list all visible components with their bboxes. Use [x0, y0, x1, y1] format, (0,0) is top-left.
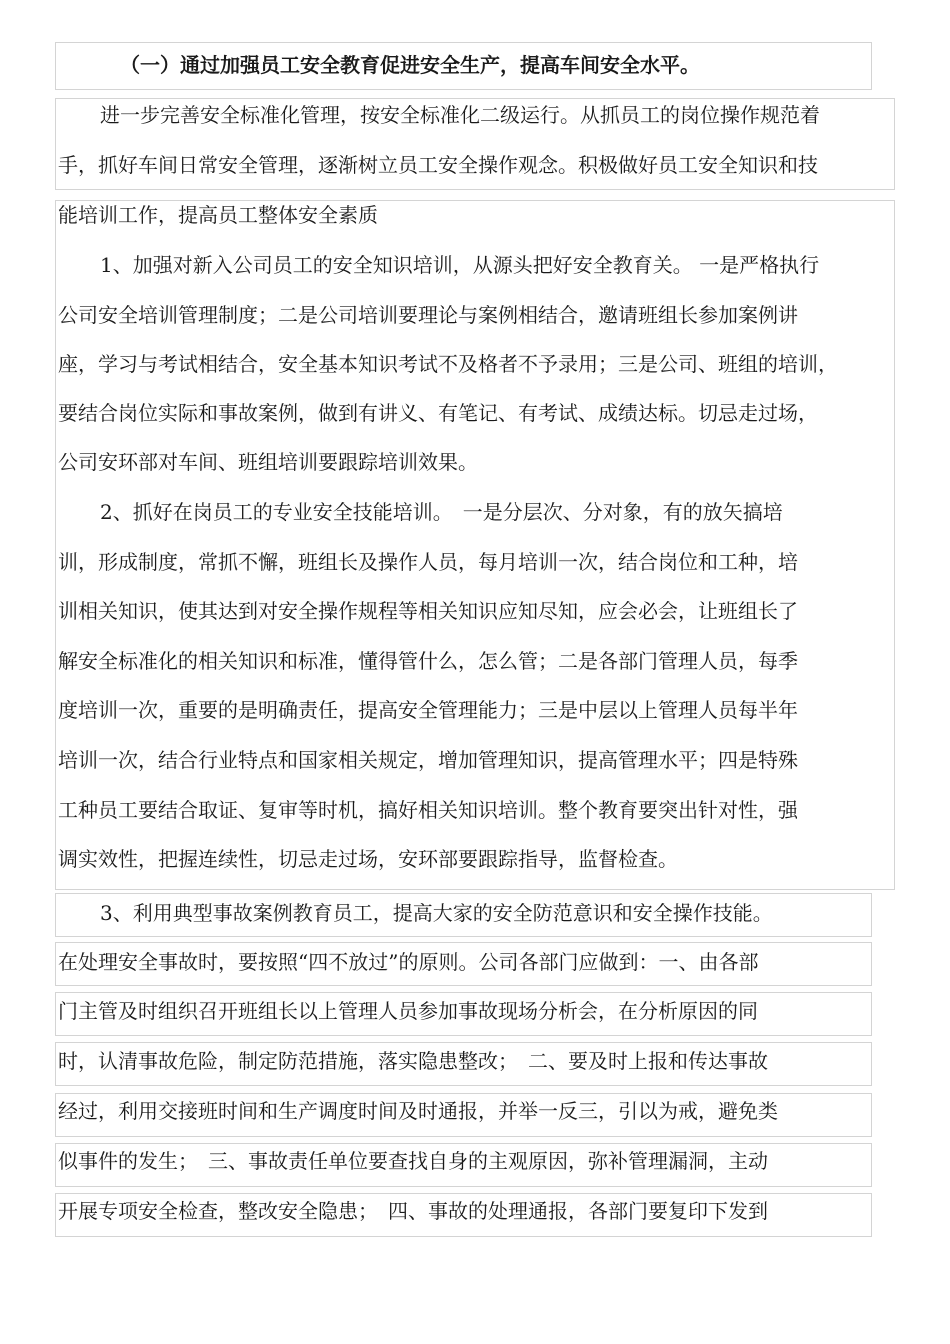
text-line: 1、加强对新入公司员工的安全知识培训，从源头把好安全教育关。 一是严格执行 — [100, 253, 820, 277]
text-line: 要结合岗位实际和事故案例，做到有讲义、有笔记、有考试、成绩达标。切忌走过场， — [58, 401, 818, 425]
text-line: 培训一次，结合行业特点和国家相关规定，增加管理知识，提高管理水平；四是特殊 — [58, 748, 798, 772]
text-line: 手，抓好车间日常安全管理，逐渐树立员工安全操作观念。积极做好员工安全知识和技 — [58, 153, 818, 177]
text-line: 工种员工要结合取证、复审等时机，搞好相关知识培训。整个教育要突出针对性，强 — [58, 798, 798, 822]
text-line: 座，学习与考试相结合，安全基本知识考试不及格者不予录用；三是公司、班组的培训， — [58, 352, 838, 376]
text-line: 经过，利用交接班时间和生产调度时间及时通报，并举一反三，引以为戒，避免类 — [58, 1099, 778, 1123]
text-line: 调实效性，把握连续性，切忌走过场，安环部要跟踪指导，监督检查。 — [58, 847, 678, 871]
text-line: 度培训一次，重要的是明确责任，提高安全管理能力；三是中层以上管理人员每半年 — [58, 698, 798, 722]
text-line: 时，认清事故危险，制定防范措施，落实隐患整改； 二、要及时上报和传达事故 — [58, 1049, 768, 1073]
text-line: 2、抓好在岗员工的专业安全技能培训。 一是分层次、分对象，有的放矢搞培 — [100, 500, 783, 524]
text-line: 在处理安全事故时，要按照“四不放过”的原则。公司各部门应做到：一、由各部 — [58, 950, 759, 974]
text-line: 开展专项安全检查，整改安全隐患； 四、事故的处理通报，各部门要复印下发到 — [58, 1199, 768, 1223]
text-line: 能培训工作，提高员工整体安全素质 — [58, 203, 378, 227]
text-line: 公司安全培训管理制度；二是公司培训要理论与案例相结合，邀请班组长参加案例讲 — [58, 303, 798, 327]
text-line: 训，形成制度，常抓不懈，班组长及操作人员，每月培训一次，结合岗位和工种，培 — [58, 550, 798, 574]
text-line: 似事件的发生； 三、事故责任单位要查找自身的主观原因，弥补管理漏洞，主动 — [58, 1149, 768, 1173]
text-line: 3、利用典型事故案例教育员工，提高大家的安全防范意识和安全操作技能。 — [100, 901, 773, 925]
section-heading: （一）通过加强员工安全教育促进安全生产，提高车间安全水平。 — [120, 53, 700, 77]
text-line: 训相关知识，使其达到对安全操作规程等相关知识应知尽知，应会必会，让班组长了 — [58, 599, 798, 623]
text-line: 门主管及时组织召开班组长以上管理人员参加事故现场分析会，在分析原因的同 — [58, 999, 758, 1023]
text-line: 解安全标准化的相关知识和标准，懂得管什么，怎么管；二是各部门管理人员，每季 — [58, 649, 798, 673]
text-line: 进一步完善安全标准化管理，按安全标准化二级运行。从抓员工的岗位操作规范着 — [100, 103, 820, 127]
text-line: 公司安环部对车间、班组培训要跟踪培训效果。 — [58, 450, 478, 474]
